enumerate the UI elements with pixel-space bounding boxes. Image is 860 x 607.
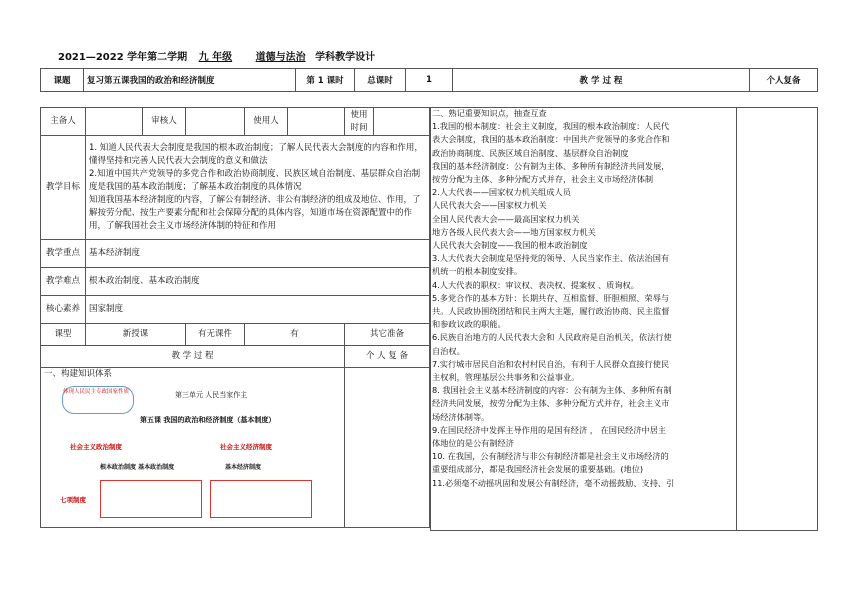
goal-item: 1. 知道人民代表大会制度是我国的根本政治制度；了解人民代表大会制度的内容和作用，懂得坚持和完善人民代表大会制度的意义和做法 [89,143,423,166]
key-point: 基本经济制度 [86,240,430,268]
pol-boxes [100,480,202,518]
goal-item: 知道我国基本经济制度的内容，了解公有制经济、非公有制经济的组成及地位、作用，了解按劳分配、按生产要素分配和社会保障分配的具体内容，知道市场在资源配置中的作用，了解我国社会主义市场经济体制的特征和作用 [89,195,421,231]
eco-boxes [210,480,312,518]
kp-line: 和参政议政的职能。 [432,319,506,330]
kp-line: 自治权。 [432,345,465,356]
seven-systems: 七项制度 [60,496,86,504]
kp-line: 我国的基本经济制度：公有制为主体、多种所有制经济共同发展， [432,160,670,171]
knowledge-diagram [60,380,320,530]
total-label: 总课时 [355,69,406,92]
kp-line: 人民代表大会制度——我国的根本政治制度 [432,240,588,251]
kp-line: 二、熟记重要知识点，抽查互查 [432,108,547,118]
other-prep: 其它准备 [345,324,430,346]
type-label: 课型 [41,324,86,346]
kp-line: 8. 我国社会主义基本经济制度的内容：公有制为主体、多种所有制 [432,385,672,396]
kp-line: 重要组成部分，都是我国经济社会发展的重要基础。(地位) [432,464,644,475]
goal-item: 2.知道中国共产党领导的多党合作和政治协商制度、民族区域自治制度、基层群众自治制度是我国的基本政治制度；了解基本政治制度的具体情况 [89,169,421,192]
topic-label: 课题 [41,69,84,92]
kp-line: 按劳分配为主体、多种分配方式并存，社会主义市场经济体制 [432,174,654,185]
doc-type: 学科教学设计 [315,52,376,63]
key-points [432,107,732,527]
kp-line: 11.必须毫不动摇巩固和发展公有制经济，毫不动摇鼓励、支持、引 [432,477,675,488]
kp-line: 人民代表大会——国家权力机关 [432,200,547,211]
kp-line: 6.民族自治地方的人民代表大会和 人民政府是自治机关，依法行使 [432,332,672,343]
unit-title: 第三单元 人民当家作主 [175,391,248,399]
courseware-label: 有无课件 [186,324,245,346]
core-literacy: 国家制度 [86,296,430,324]
kp-line: 全国人民代表大会——最高国家权力机关 [432,213,580,224]
kp-line: 表大会制度，我国的基本政治制度：中国共产党领导的多党合作和 [432,134,670,145]
kp-line: 9.在国民经济中发挥主导作用的是国有经济 ， 在国民经济中居主 [432,424,667,435]
kp-line: 10. 在我国，公有制经济与非公有制经济都是社会主义市场经济的 [432,451,669,462]
lesson-title: 第五课 我国的政治和经济制度（基本制度） [140,416,276,424]
total: 1 [406,69,453,92]
eco-system: 社会主义经济制度 [220,443,272,451]
kp-line: 主权利，管理基层公共事务和公益事业。 [432,372,580,383]
kp-line: 共。人民政协围绕团结和民主两大主题，履行政治协商、民主监督 [432,306,670,317]
period: 第 1 课时 [296,69,355,92]
type-value: 新授课 [86,324,186,346]
topic-table [40,68,818,92]
cloud-note: 体现人民民主专政国家性质 [62,386,134,414]
courseware-value: 有 [245,324,345,346]
grade: 九 年级 [198,52,233,63]
kp-line: 体地位的是公有制经济 [432,438,514,449]
kp-line: 政治协商制度、民族区域自治制度、基层群众自治制度 [432,147,629,158]
difficult-label: 教学难点 [41,268,86,296]
topic: 复习第五课我国的政治和经济制度 [84,69,296,92]
section-title: 一、构建知识体系 [44,369,113,379]
user-label: 使用人 [245,108,288,136]
difficult-point: 根本政治制度、基本政治制度 [86,268,430,296]
kp-line: 2.人大代表——国家权力机关组成人员 [432,187,571,198]
kp-line: 场经济体制等。 [432,411,490,422]
personal-label: 个 人 复 备 [345,346,430,368]
subject: 道德与法治 [255,52,306,63]
kp-line: 4.人大代表的职权：审议权、表决权、提案权 、质询权。 [432,279,639,290]
goals-label: 教学目标 [41,136,86,240]
core-label: 核心素养 [41,296,86,324]
key-label: 教学重点 [41,240,86,268]
kp-line: 3.人大代表大会制度是坚持党的领导、人民当家作主、依法治国有 [432,253,670,264]
kp-line: 7.实行城市居民自治和农村村民自治，有利于人民群众直接行使民 [432,358,670,369]
kp-line: 机统一的根本制度安排。 [432,266,523,277]
host-label: 主备人 [41,108,86,136]
reviewer-label: 审核人 [143,108,186,136]
time-label: 使用时间 [345,108,374,136]
root-base: 根本政治制度 基本政治制度 [100,464,175,471]
goals [86,136,430,240]
doc-header [58,48,375,63]
kp-line: 1.我国的根本制度：社会主义制度，我国的根本政治制度：人民代 [432,121,670,132]
personal-header: 个人复备 [750,69,818,92]
process-header: 教 学 过 程 [453,69,750,92]
school-year: 2021—2022 学年第二学期 [58,52,188,63]
pol-system: 社会主义政治制度 [70,443,122,451]
kp-line: 经济共同发展，按劳分配为主体、多种分配方式并存，社会主义市 [432,398,670,409]
process-label: 教 学 过 程 [41,346,345,368]
base-eco: 基本经济制度 [225,464,262,471]
kp-line: 5.多党合作的基本方针：长期共存、互相监督、肝胆相照、荣辱与 [432,292,670,303]
kp-line: 地方各级人民代表大会——地方国家权力机关 [432,226,596,237]
